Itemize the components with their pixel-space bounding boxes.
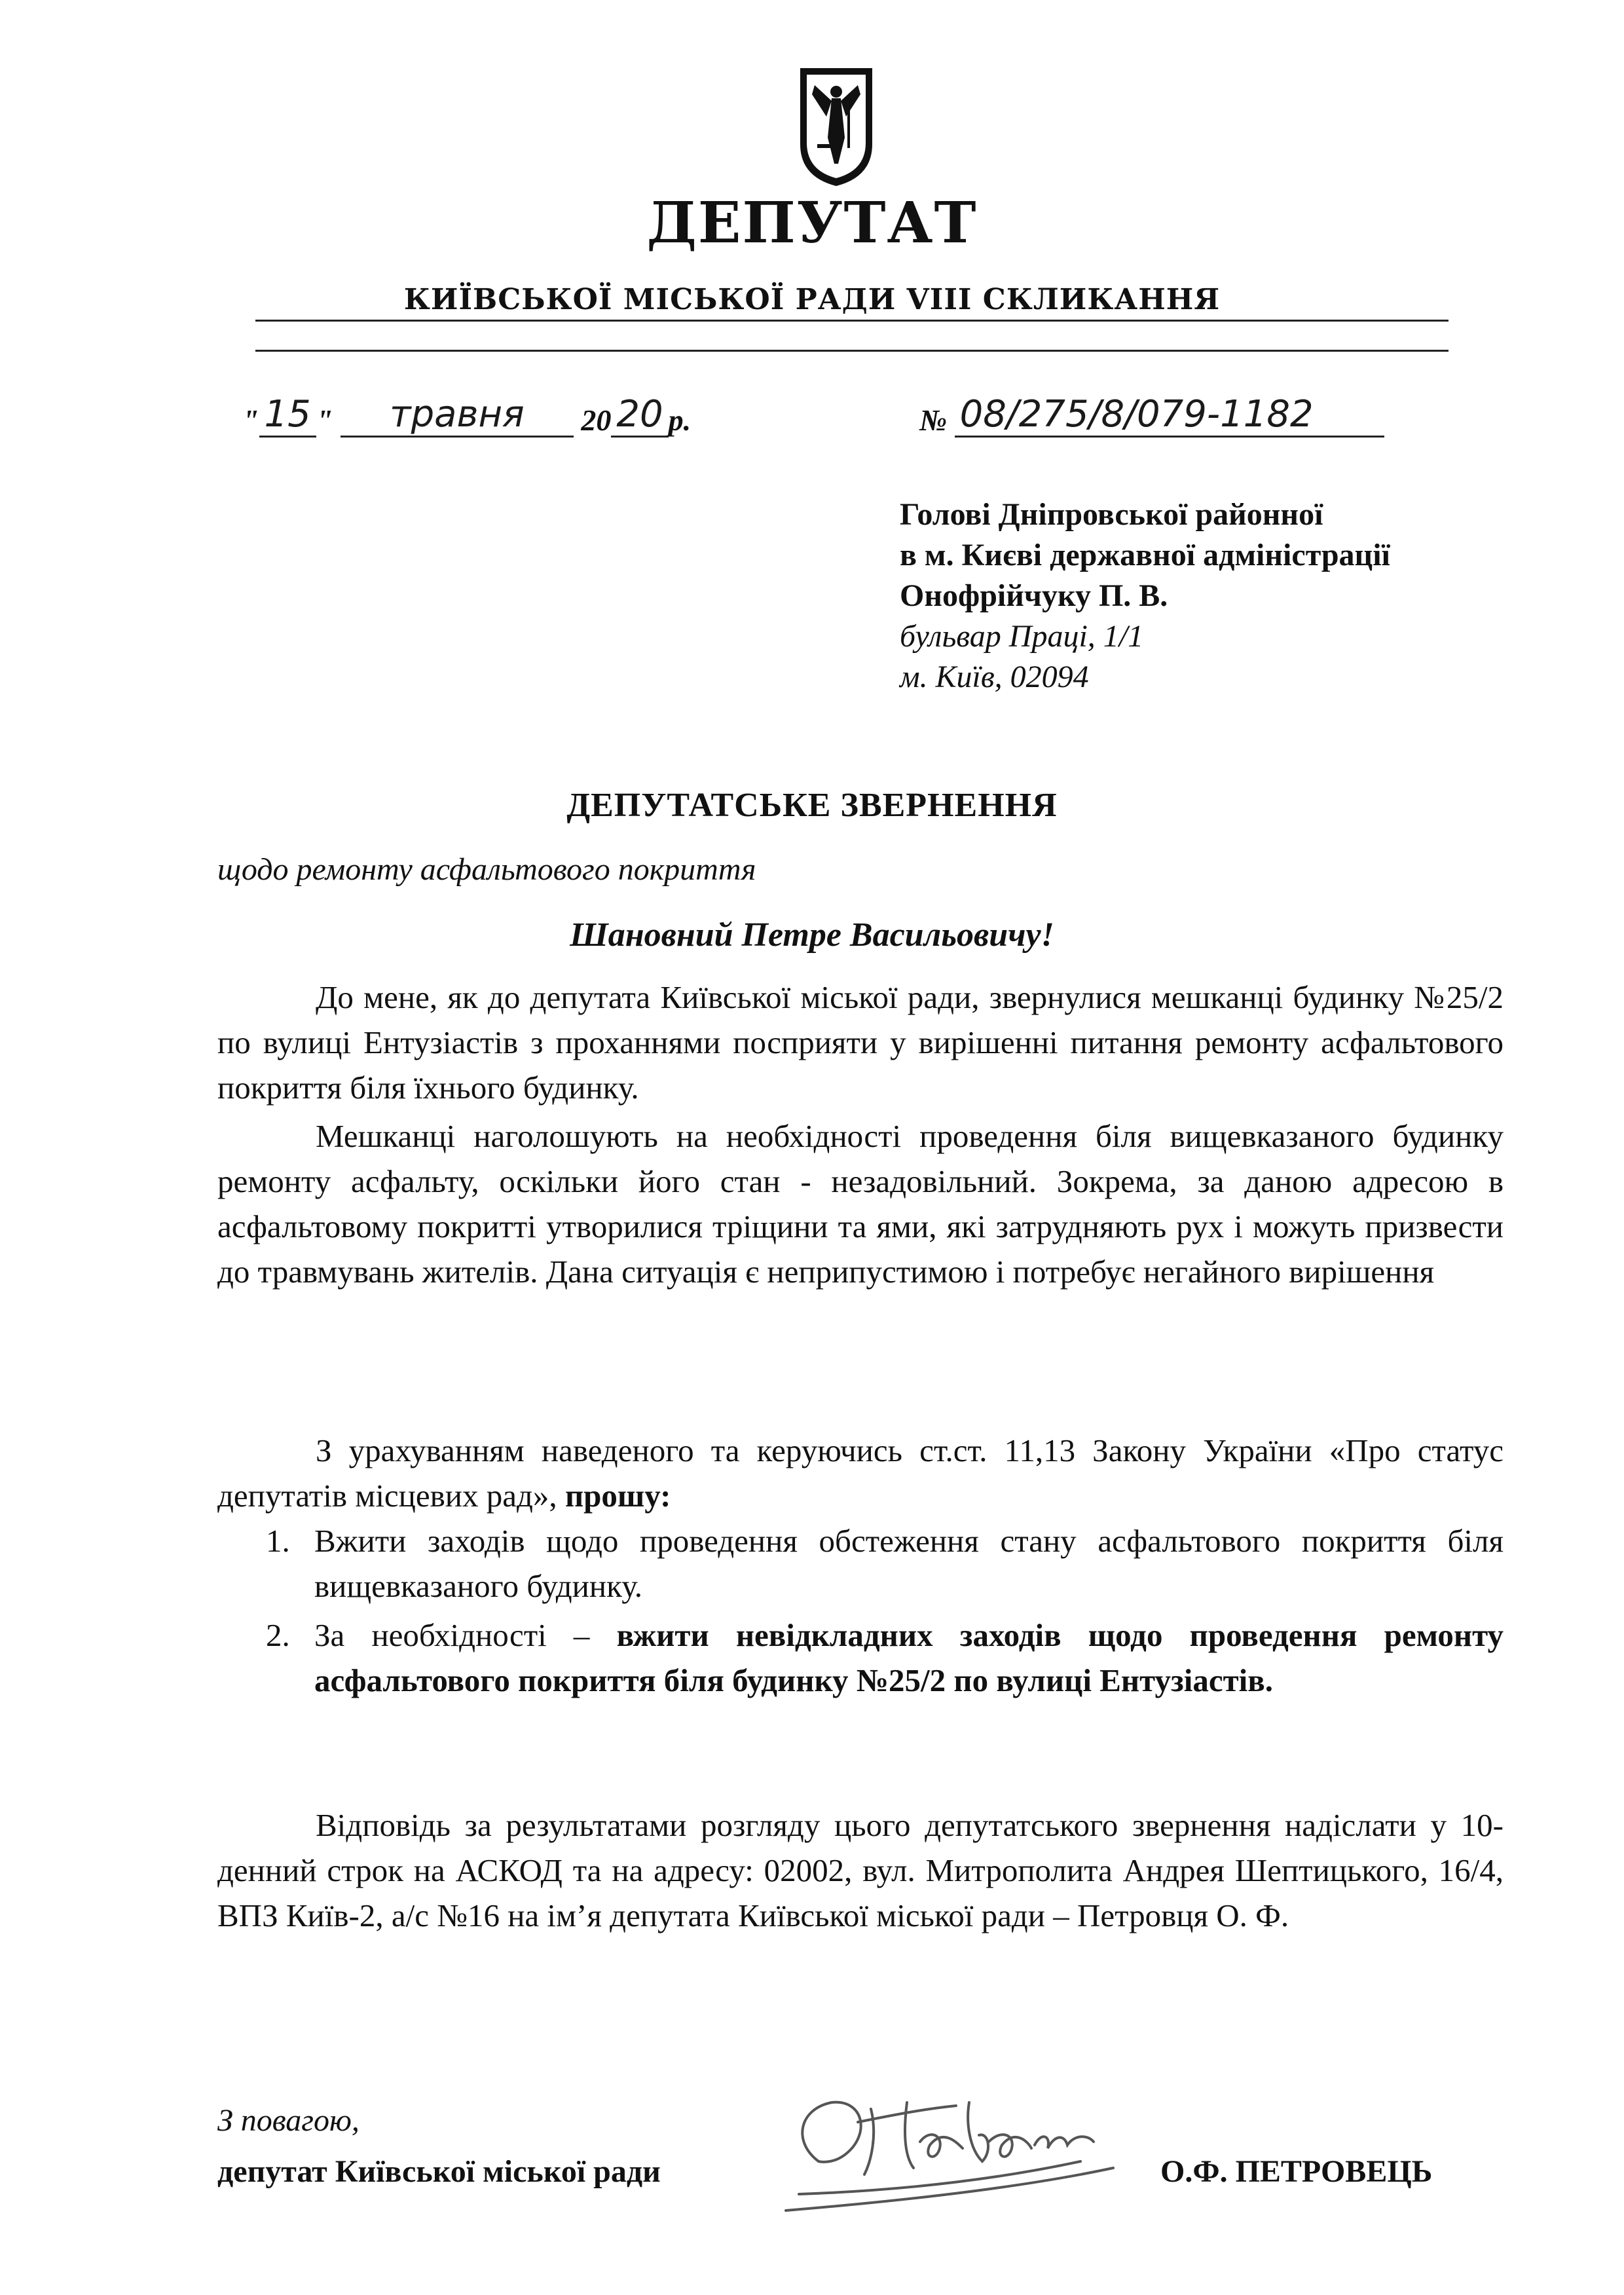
body-paragraph [217,1113,1504,1294]
header-divider [255,350,1449,352]
coat-of-arms-of-kyiv-icon [798,65,875,189]
list-item-text: вжити невідкладних заходів щодо проведення ремонту асфальтового покриття біля будинку №25/2 по вулиці Ентузіастів. [314,1617,1504,1698]
registration-number [919,393,1384,445]
request-keyword: прошу: [564,1478,671,1514]
paragraph-text [217,1428,1504,1518]
addressee-name: Онофрійчуку П. В. [900,578,1168,613]
list-item-prefix: За необхідності – [314,1617,590,1653]
date-open-quote: " [242,403,259,437]
header-divider [255,320,1449,322]
letterhead-title: ДЕПУТАТ [646,190,978,256]
addressee-line: в м. Києві державної адміністрації [900,538,1390,572]
request-list-item [217,1613,1504,1703]
list-item-text: Вжити заходів щодо проведення обстеження стану асфальтового покриття біля вищевказаного будинку. [314,1523,1504,1604]
registration-value: 08/275/8/079-1182 [955,393,1384,438]
document-date [242,393,691,445]
date-year-suffix: 20 [611,393,668,438]
addressee-city: м. Київ, 02094 [900,660,1089,694]
document-subject: щодо ремонту асфальтового покриття [217,852,756,887]
letterhead-subtitle: КИЇВСЬКОЇ МІСЬКОЇ РАДИ VIII СКЛИКАННЯ [403,283,1221,316]
registration-label: № [919,403,948,437]
body-paragraph [217,975,1504,1110]
body-paragraph [217,1802,1504,1938]
date-day: 15 [259,393,316,438]
addressee-block [900,494,1390,698]
request-list-item [217,1518,1504,1609]
list-number: 1. [266,1523,290,1559]
paragraph-text: Мешканці наголошують на необхідності проведення біля вищевказаного будинку ремонту асфальту, оскільки його стан - незадовільний. Зокрема, за даною адресою в асфальтовому покритті утворилися тріщини та ями, які затрудняють рух і можуть призвести до травмувань жителів. Дана ситуація є неприпустимою і потребує негайного вирішення [217,1118,1504,1290]
date-month: травня [341,393,574,438]
addressee-line: Голові Дніпровської районної [900,497,1323,532]
handwritten-signature [773,2063,1139,2220]
signer-name: О.Ф. ПЕТРОВЕЦЬ [1160,2154,1433,2189]
paragraph-text: Відповідь за результатами розгляду цього депутатського звернення надіслати у 10-денний строк на АСКОД та на адресу: 02002, вул. Митрополита Андрея Шептицького, 16/4, ВПЗ Київ-2, а/с №16 на ім’я депутата Київської міської ради – Петровця О. Ф. [217,1807,1504,1933]
request-intro: З урахуванням наведеного та керуючись ст.ст. 11,13 Закону України «Про статус депутатів місцевих рад», [217,1432,1504,1514]
date-close-quote: " [316,403,333,437]
paragraph-text: До мене, як до депутата Київської міської ради, звернулися мешканці будинку №25/2 по вулиці Ентузіастів з проханнями посприяти у вирішенні питання ремонту асфальтового покриття біля їхнього будинку. [217,979,1504,1106]
addressee-street: бульвар Праці, 1/1 [900,619,1144,654]
list-number: 2. [266,1617,290,1653]
signer-position: депутат Київської міської ради [217,2154,661,2189]
body-paragraph [217,1428,1504,1518]
document-title: ДЕПУТАТСЬКЕ ЗВЕРНЕННЯ [566,787,1058,824]
closing-regards: З повагою, [217,2103,360,2138]
salutation: Шановний Петре Васильовичу! [570,916,1054,954]
date-year-prefix: 20 [581,403,612,437]
date-year-mark: р. [668,403,692,437]
